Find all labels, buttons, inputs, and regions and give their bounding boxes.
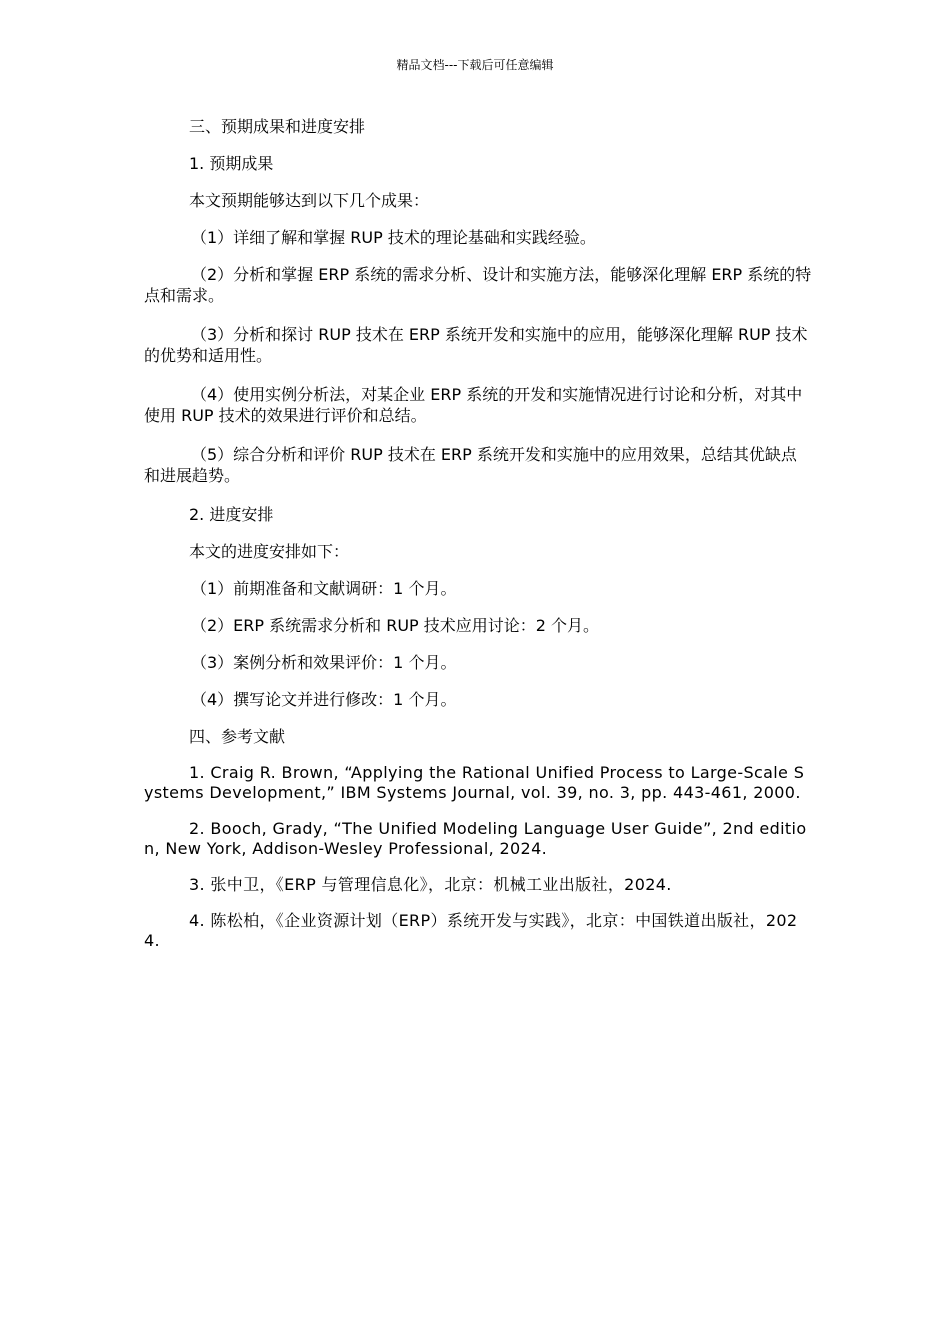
section-title-expected-results-schedule: 三、预期成果和进度安排 [189, 117, 366, 136]
section-title-references: 四、参考文献 [189, 727, 286, 746]
reference-item-1: 1. Craig R. Brown, “Applying the Rational Unified Process to Large-Scale Systems Development,” IBM Systems Journal, vol. 39, no. 3, pp. 443-461, 2000. [144, 763, 805, 802]
schedule-item-4: （4）撰写论文并进行修改：1 个月。 [191, 690, 457, 709]
outcome-item-3: （3）分析和探讨 RUP 技术在 ERP 系统开发和实施中的应用，能够深化理解 RUP 技术的优势和适用性。 [144, 325, 808, 365]
page-header: 精品文档---下载后可任意编辑 [396, 58, 554, 72]
reference-item-4: 4. 陈松柏，《企业资源计划（ERP）系统开发与实践》，北京：中国铁道出版社，2024. [144, 911, 798, 950]
subsection-title-expected-results: 1. 预期成果 [189, 154, 274, 173]
schedule-item-1: （1）前期准备和文献调研：1 个月。 [191, 579, 457, 598]
document-body [144, 116, 812, 967]
outcome-item-5: （5）综合分析和评价 RUP 技术在 ERP 系统开发和实施中的应用效果，总结其优缺点和进展趋势。 [144, 445, 797, 485]
schedule-item-2: （2）ERP 系统需求分析和 RUP 技术应用讨论：2 个月。 [191, 616, 600, 635]
outcome-item-4: （4）使用实例分析法，对某企业 ERP 系统的开发和实施情况进行讨论和分析，对其中使用 RUP 技术的效果进行评价和总结。 [144, 385, 803, 425]
outcome-item-2: （2）分析和掌握 ERP 系统的需求分析、设计和实施方法，能够深化理解 ERP 系统的特点和需求。 [144, 265, 812, 305]
schedule-item-3: （3）案例分析和效果评价：1 个月。 [191, 653, 457, 672]
subsection-title-schedule: 2. 进度安排 [189, 505, 274, 524]
expected-results-intro: 本文预期能够达到以下几个成果： [189, 191, 430, 210]
reference-item-3: 3. 张中卫，《ERP 与管理信息化》，北京：机械工业出版社，2024. [189, 875, 672, 894]
reference-item-2: 2. Booch, Grady, “The Unified Modeling Language User Guide”, 2nd edition, New York, Addison-Wesley Professional, 2024. [144, 819, 807, 858]
schedule-intro: 本文的进度安排如下： [189, 542, 350, 561]
outcome-item-1: （1）详细了解和掌握 RUP 技术的理论基础和实践经验。 [191, 228, 596, 247]
